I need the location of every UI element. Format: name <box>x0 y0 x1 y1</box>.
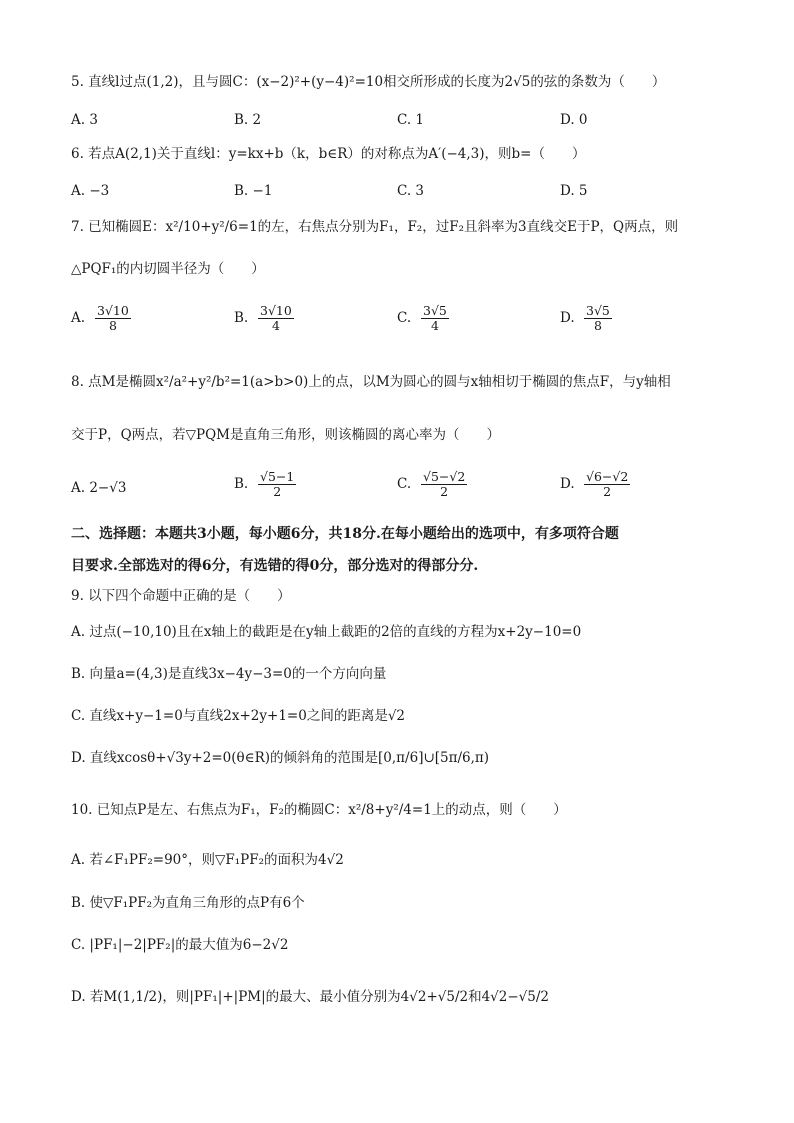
q6-option-a: A. −3 <box>71 183 110 199</box>
q10-option-a: A. 若∠F₁PF₂=90°，则▽F₁PF₂的面积为4√2 <box>71 852 344 868</box>
q9-option-a: A. 过点(−10,10)且在x轴上的截距是在y轴上截距的2倍的直线的方程为x+2y−10=0 <box>71 624 582 640</box>
q9-option-c: C. 直线x+y−1=0与直线2x+2y+1=0之间的距离是√2 <box>71 708 406 724</box>
q7-option-d: D. $\frac{3√5}{8}$ <box>560 303 610 333</box>
q8-option-d: D. $\frac{√6-√2}{2}$ <box>560 469 629 499</box>
q8-option-a: A. 2−√3 <box>71 480 127 496</box>
q8-option-b: B. $\frac{√5-1}{2}$ <box>234 469 295 499</box>
section-2-heading-line1: 二、选择题：本题共3小题，每小题6分，共18分.在每小题给出的选项中，有多项符合题 <box>71 526 619 542</box>
section-2-heading-line2: 目要求.全部选对的得6分，有选错的得0分，部分选对的得部分分. <box>71 558 479 574</box>
q5-option-d: D. 0 <box>560 112 588 128</box>
q5-stem: 5. 直线l过点(1,2)，且与圆C：(x−2)²+(y−4)²=10相交所形成的长度为2√5的弦的条数为（ ） <box>71 74 666 90</box>
q10-option-d: D. 若M(1,1/2)，则|PF₁|+|PM|的最大、最小值分别为4√2+√5/2和4√2−√5/2 <box>71 989 550 1005</box>
q7-option-a: A. $\frac{3√10}{8}$ <box>71 303 129 333</box>
q9-stem: 9. 以下四个命题中正确的是（ ） <box>71 588 291 604</box>
q7-options <box>71 304 754 344</box>
q7-option-b: B. $\frac{3√10}{4}$ <box>234 303 292 333</box>
q6-stem: 6. 若点A(2,1)关于直线l：y=kx+b（k，b∈R）的对称点为A′(−4,3)，则b=（ ） <box>71 146 586 162</box>
q7-stem-line1: 7. 已知椭圆E：x²/10+y²/6=1的左，右焦点分别为F₁，F₂，过F₂且斜率为3直线交E于P，Q两点，则 <box>71 219 679 235</box>
q5-option-c: C. 1 <box>397 112 425 128</box>
q8-option-c: C. $\frac{√5-√2}{2}$ <box>397 469 466 499</box>
q9-option-d: D. 直线xcosθ+√3y+2=0(θ∈R)的倾斜角的范围是[0,π/6]∪[5π/6,π) <box>71 750 490 766</box>
q10-option-c: C. |PF₁|−2|PF₂|的最大值为6−2√2 <box>71 937 289 953</box>
q8-stem-line1: 8. 点M是椭圆x²/a²+y²/b²=1(a>b>0)上的点，以M为圆心的圆与x轴相切于椭圆的焦点F，与y轴相 <box>71 374 671 390</box>
q5-option-b: B. 2 <box>234 112 262 128</box>
q6-option-c: C. 3 <box>397 183 425 199</box>
q7-option-c: C. $\frac{3√5}{4}$ <box>397 303 447 333</box>
q6-option-b: B. −1 <box>234 183 273 199</box>
q10-option-b: B. 使▽F₁PF₂为直角三角形的点P有6个 <box>71 895 305 911</box>
q7-stem-line2: △PQF₁的内切圆半径为（ ） <box>71 261 265 277</box>
q8-stem-line2: 交于P，Q两点，若▽PQM是直角三角形，则该椭圆的离心率为（ ） <box>71 427 501 443</box>
q5-option-a: A. 3 <box>71 112 98 128</box>
q9-option-b: B. 向量a=(4,3)是直线3x−4y−3=0的一个方向向量 <box>71 666 387 682</box>
q6-option-d: D. 5 <box>560 183 588 199</box>
q10-stem: 10. 已知点P是左、右焦点为F₁，F₂的椭圆C：x²/8+y²/4=1上的动点，则（ ） <box>71 802 567 818</box>
q8-options <box>71 470 754 510</box>
q6-options <box>71 181 754 221</box>
